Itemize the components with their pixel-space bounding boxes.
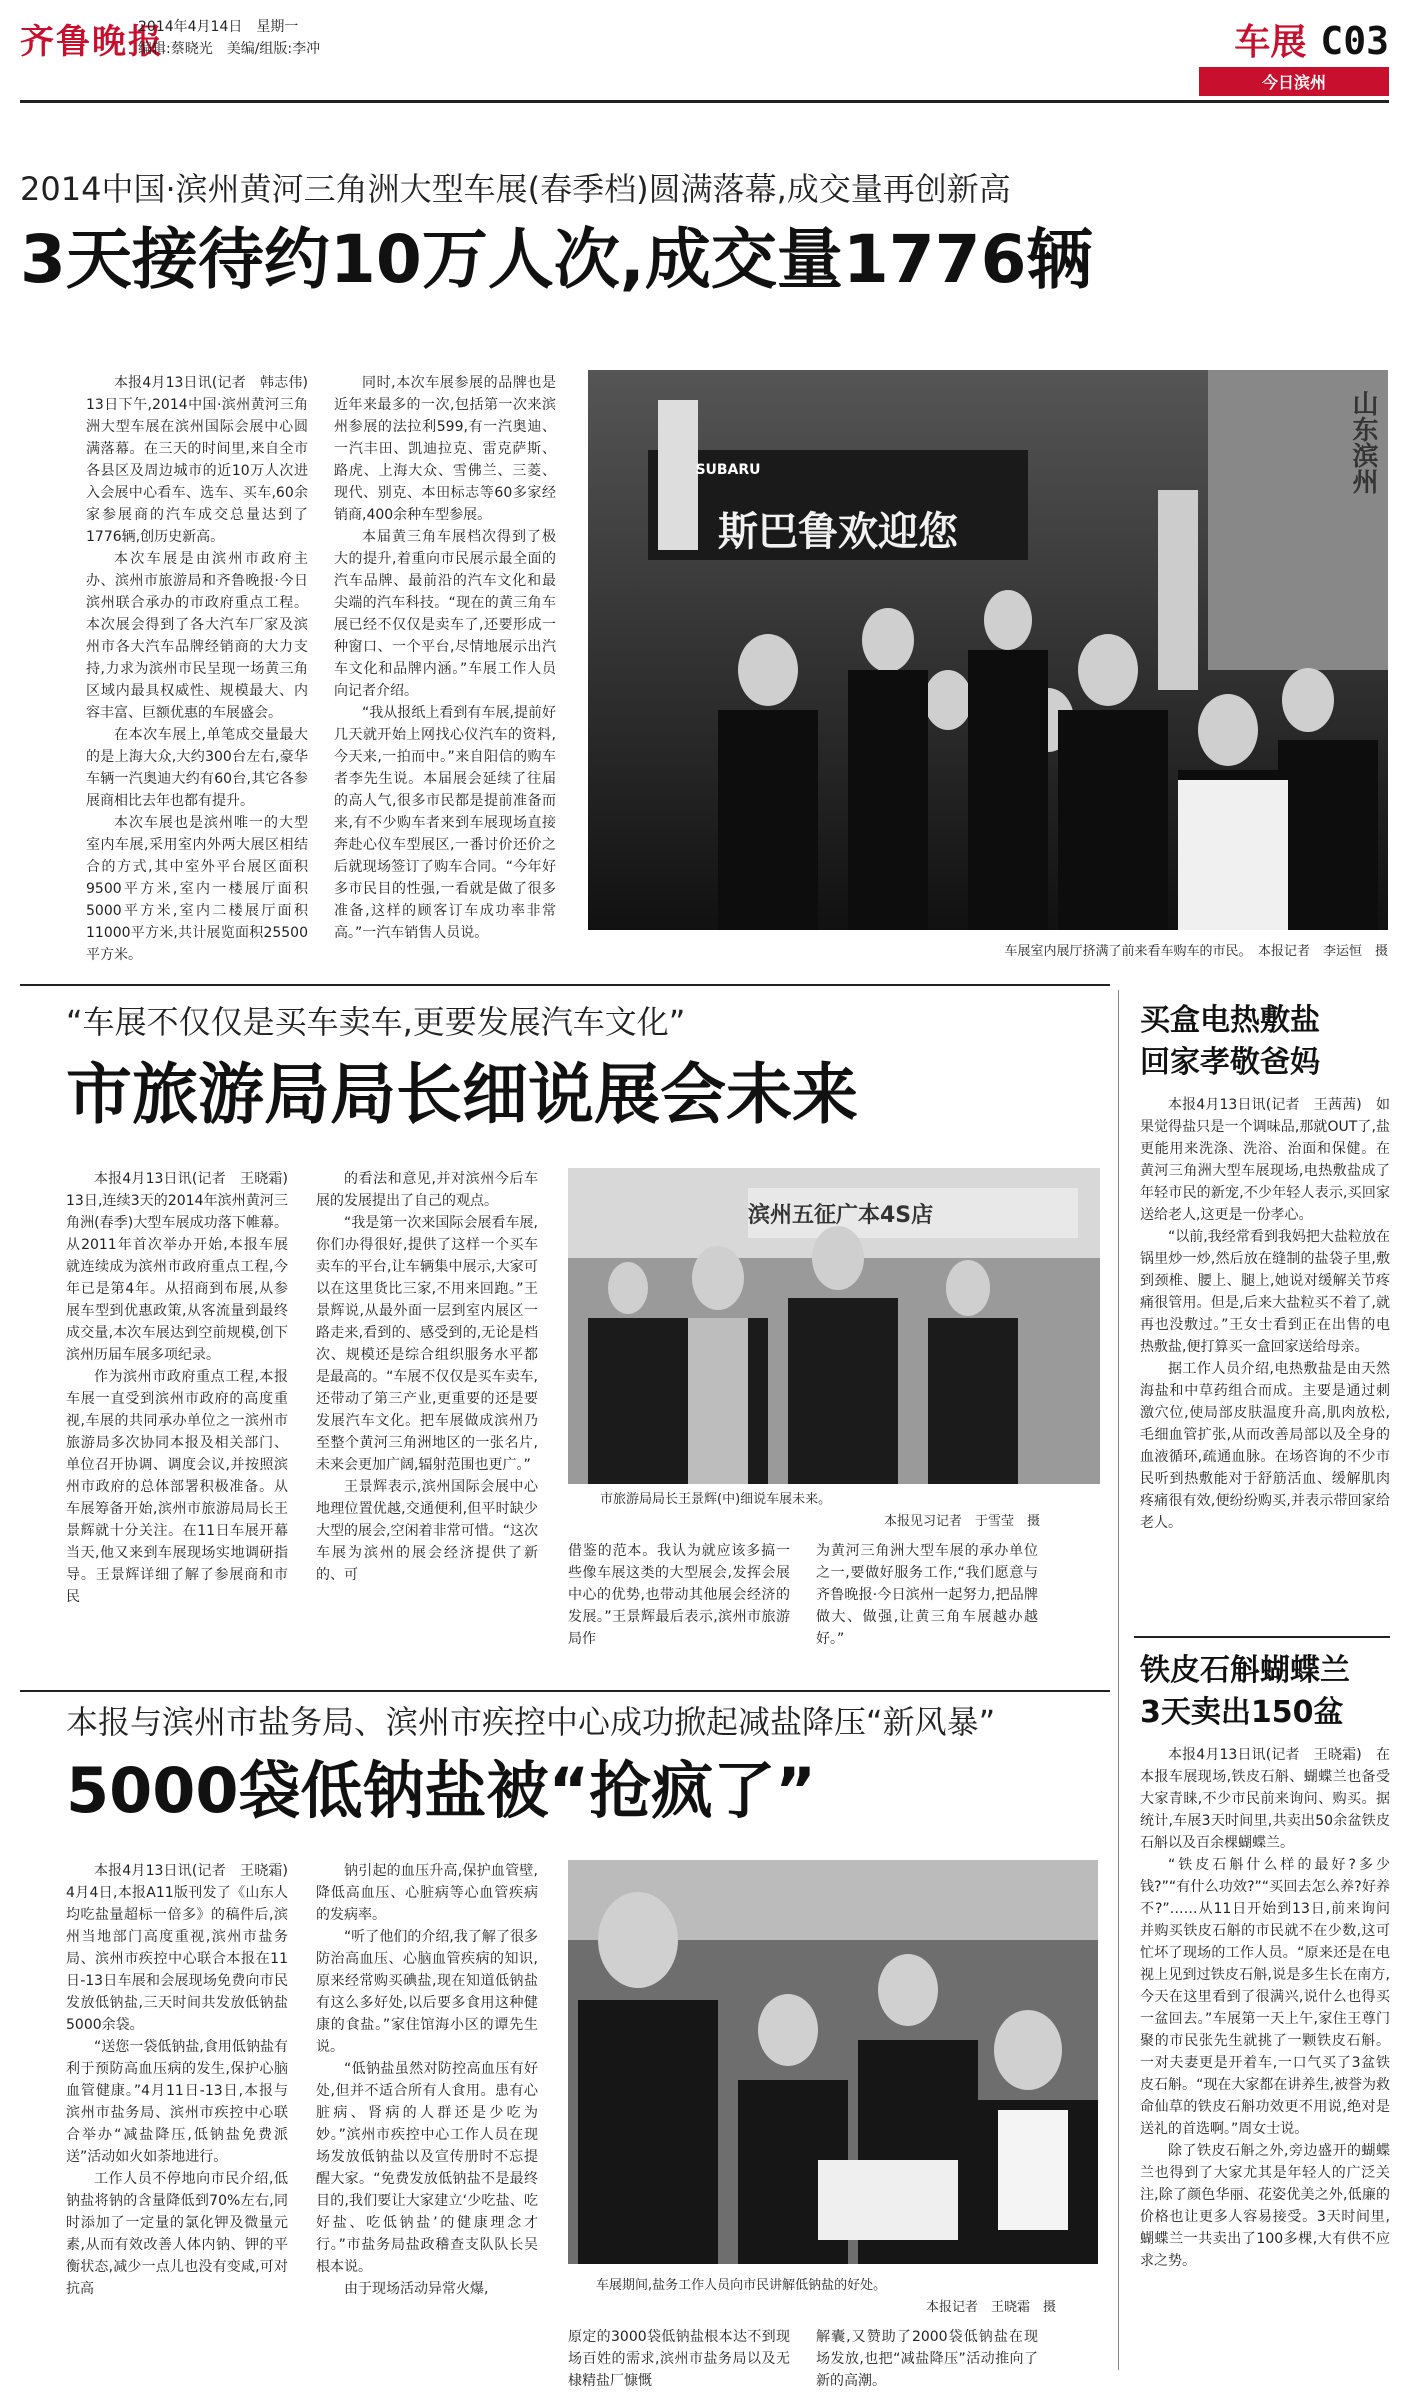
story3-photo-credit: 本报记者 王晓霜 摄 [925, 2300, 1056, 2315]
paragraph: 原定的3000袋低钠盐根本达不到现场百姓的需求,滨州市盐务局以及无棣精盐厂慷慨 [568, 2329, 790, 2389]
photo-sign-shandong: 山东滨州 [1348, 390, 1378, 494]
paragraph: 据工作人员介绍,电热敷盐是由天然海盐和中草药组合而成。主要是通过刺激穴位,使局部皮肤温度升高,肌肉放松,毛细血管扩张,从而改善局部以及全身的血液循环,疏通血脉。在场咨询的不少市民听到热敷能对于舒筋活血、缓解肌肉疼痛很有效,便纷纷购买,并表示带回家给老人。 [1140, 1361, 1390, 1531]
story3-col3 [568, 2326, 790, 2389]
section-divider [20, 1690, 1110, 1692]
story1-caption: 车展室内展厅挤满了前来看车购车的市民。 本报记者 李运恒 摄 [1004, 944, 1388, 959]
side1-title-line: 买盒电热敷盐 [1140, 1003, 1320, 1038]
story3-col1 [66, 1860, 302, 2370]
issue-date: 2014年4月14日 星期一 [138, 19, 299, 35]
side1-title [1140, 1000, 1390, 1084]
story3-photo [568, 1860, 1098, 2264]
paragraph: “听了他们的介绍,我了解了很多防治高血压、心脑血管疾病的知识,原来经常购买碘盐,现在知道低钠盐有这么多好处,以后要多食用这种健康的食盐。”家住馆海小区的谭先生说。 [316, 1929, 538, 2055]
paragraph: 的看法和意见,并对滨州今后车展的发展提出了自己的观点。 [316, 1171, 538, 1209]
paragraph: 本次车展也是滨州唯一的大型室内车展,采用室内外两大展区相结合的方式,其中室外平台展区面积9500平方米,室内一楼展厅面积5000平方米,室内二楼展厅面积11000平方米,共计展览面积25500平方米。 [86, 815, 308, 963]
paragraph: “我是第一次来国际会展看车展,你们办得很好,提供了这样一个买车卖车的平台,让车辆集中展示,大家可以在这里货比三家,不用来回跑。”王景辉说,从最外面一层到室内展区一路走来,看到的、感受到的,无论是档次、规模还是综合组织服务水平都是最高的。“车展不仅仅是买车卖车,还带动了第三产业,更重要的还是要发展汽车文化。把车展做成滨州乃至整个黄河三角洲地区的一张名片,未来会更加广阔,辐射范围也更广。” [316, 1215, 538, 1473]
story2-photo [568, 1168, 1100, 1484]
story2-col2 [316, 1168, 538, 1670]
paragraph: 解囊,又赞助了2000袋低钠盐在现场发放,也把“减盐降压”活动推向了新的高潮。 [816, 2329, 1038, 2389]
story1-col1 [86, 372, 322, 963]
paragraph: “送您一袋低钠盐,食用低钠盐有利于预防高血压病的发生,保护心脑血管健康。”4月11日-13日,本报与滨州市盐务局、滨州市疾控中心联合举办“减盐降压,低钠盐免费派送”活动如火如荼地进行。 [66, 2039, 288, 2165]
paragraph: 借鉴的范本。我认为就应该多搞一些像车展这类的大型展会,发挥会展中心的优势,也带动其他展会经济的发展。”王景辉最后表示,滨州市旅游局作 [568, 1543, 790, 1647]
paragraph: 由于现场活动异常火爆, [344, 2281, 489, 2297]
paragraph: 本届黄三角车展档次得到了极大的提升,着重向市民展示最全面的汽车品牌、最前沿的汽车文化和最尖端的汽车科技。“现在的黄三角车展已经不仅仅是卖车了,还要形成一种窗口、一个平台,尽情地展示出汽车文化和品牌内涵。”车展工作人员向记者介绍。 [334, 529, 556, 699]
issue-meta [138, 16, 320, 60]
newspaper-logo: 齐鲁晚报 [20, 22, 164, 62]
section-divider [20, 984, 1110, 986]
side2-title [1140, 1650, 1390, 1734]
crowd-photo-illustration [588, 370, 1388, 930]
paragraph: 本报4月13日讯(记者 王晓霜) 4月4日,本报A11版刊发了《山东人均吃盐量超标一倍多》的稿件后,滨州当地部门高度重视,滨州市盐务局、滨州市疾控中心联合本报在11日-13日车展和会展现场免费向市民发放低钠盐,三天时间共发放低钠盐5000余袋。 [66, 1863, 302, 2033]
story1-photo [588, 370, 1388, 930]
side1-body [1140, 1094, 1390, 1624]
side2-title-line: 铁皮石斛蝴蝶兰 [1140, 1653, 1350, 1688]
story1-col2 [334, 372, 556, 960]
paragraph: 工作人员不停地向市民介绍,低钠盐将钠的含量降低到70%左右,同时添加了一定量的氯化钾及微量元素,从而有效改善人体内钠、钾的平衡状态,减少一点儿也没有变咸,可对抗高 [66, 2171, 288, 2297]
photo-banner: 斯巴鲁欢迎您 [718, 509, 958, 555]
story1-headline: 3天接待约10万人次,成交量1776辆 [20, 221, 1093, 298]
sidebar-divider [1118, 990, 1119, 2370]
story2-col4 [816, 1540, 1038, 1672]
paragraph: 本报4月13日讯(记者 韩志伟) 13日下午,2014中国·滨州黄河三角洲大型车展在滨州国际会展中心圆满落幕。在三天的时间里,来自全市各县区及周边城市的近10万人次进入会展中心看车、选车、买车,60余家参展商的汽车成交总量达到了1776辆,创历史新高。 [86, 375, 322, 545]
story2-kicker: “车展不仅仅是买车卖车,更要发展汽车文化” [66, 1003, 686, 1041]
paragraph: “铁皮石斛什么样的最好?多少钱?”“有什么功效?”“买回去怎么养?好养不?”……从11日开始到13日,前来询问并购买铁皮石斛的市民就不在少数,这可忙坏了现场的工作人员。“原来还是在电视上见到过铁皮石斛,说是多生长在南方,今天在这里看到了很满兴,说什么也得买一盆回去。”车展第一天上午,家住王尊门聚的市民张先生就挑了一颗铁皮石斛。一对夫妻更是开着车,一口气买了3盆铁皮石斛。“现在大家都在讲养生,被誉为救命仙草的铁皮石斛功效更不用说,绝对是送礼的首选啊。”周女士说。 [1140, 1857, 1390, 2137]
paragraph: 王景辉表示,滨州国际会展中心地理位置优越,交通便利,但平时缺少大型的展会,空闲着非常可惜。“这次车展为滨州的展会经济提供了新的、可 [316, 1479, 538, 1583]
side2-body [1140, 1744, 1390, 2374]
story2-headline: 市旅游局局长细说展会未来 [66, 1056, 858, 1133]
sidebar-rule [1134, 1636, 1390, 1638]
side2-title-line: 3天卖出150盆 [1140, 1695, 1344, 1730]
story1-kicker: 2014中国·滨州黄河三角洲大型车展(春季档)圆满落幕,成交量再创新高 [20, 170, 1011, 208]
section-region: 今日滨州 [1199, 67, 1389, 96]
story2-caption: 市旅游局局长王景辉(中)细说车展未来。 [600, 1492, 832, 1507]
story2-photo-credit: 本报见习记者 于雪莹 摄 [883, 1514, 1040, 1529]
section-name: 车展 [1234, 22, 1307, 63]
paragraph: 本报4月13日讯(记者 王晓霜) 在本报车展现场,铁皮石斛、蝴蝶兰也备受大家青睐,不少市民前来询问、购买。据统计,车展3天时间里,共卖出50余盆铁皮石斛以及百余棵蝴蝶兰。 [1140, 1747, 1390, 1851]
story2-col1 [66, 1168, 302, 1670]
side1-title-line: 回家孝敬爸妈 [1140, 1045, 1320, 1080]
editor-credits: 编辑:蔡晓光 美编/组版:李冲 [138, 41, 321, 57]
paragraph: “以前,我经常看到我妈把大盐粒放在锅里炒一炒,然后放在缝制的盐袋子里,敷到颈椎、腰上、腿上,她说对缓解关节疼痛很管用。但是,后来大盐粒买不着了,就再也没敷过。”王女士看到正在出售的电热敷盐,便打算买一盒回家送给母亲。 [1140, 1229, 1390, 1355]
salt-stall-photo-illustration [568, 1860, 1098, 2264]
photo-store-sign: 滨州五征广本4S店 [748, 1203, 934, 1228]
paragraph: 本报4月13日讯(记者 王茜茜) 如果觉得盐只是一个调味品,那就OUT了,盐更能用来洗涤、洗浴、治面和保健。在黄河三角洲大型车展现场,电热敷盐成了年轻市民的新宠,不少年轻人表示,买回家送给老人,这更是一份孝心。 [1140, 1097, 1390, 1223]
paragraph: 同时,本次车展参展的品牌也是近年来最多的一次,包括第一次来滨州参展的法拉利599,有一汽奥迪、一汽丰田、凯迪拉克、雷克萨斯、路虎、上海大众、雪佛兰、三菱、现代、别克、本田标志等60多家经销商,400余种车型参展。 [334, 375, 556, 523]
story3-col2 [316, 1860, 538, 2370]
story3-caption: 车展期间,盐务工作人员向市民讲解低钠盐的好处。 [596, 2278, 887, 2293]
paragraph: 在本次车展上,单笔成交量最大的是上海大众,大约300台左右,豪华车辆一汽奥迪大约有60台,其它各参展商相比去年也都有提升。 [86, 727, 308, 809]
paragraph: 钠引起的血压升高,保护血管壁,降低高血压、心脏病等心血管疾病的发病率。 [316, 1863, 538, 1923]
story3-kicker: 本报与滨州市盐务局、滨州市疾控中心成功掀起减盐降压“新风暴” [66, 1703, 996, 1741]
story2-col3 [568, 1540, 790, 1672]
paragraph: 作为滨州市政府重点工程,本报车展一直受到滨州市政府的高度重视,车展的共同承办单位之一滨州市旅游局多次协同本报及相关部门、单位召开协调、调度会议,并按照滨州市政府的总体部署积极准备。从车展筹备开始,滨州市旅游局局长王景辉就十分关注。在11日车展开幕当天,他又来到车展现场实地调研指导。王景辉详细了解了参展商和市民 [66, 1369, 288, 1605]
paragraph: 为黄河三角洲大型车展的承办单位之一,要做好服务工作,“我们愿意与齐鲁晚报·今日滨州一起努力,把品牌做大、做强,让黄三角车展越办越好。” [816, 1543, 1038, 1647]
story3-col4 [816, 2326, 1038, 2389]
paragraph: “低钠盐虽然对防控高血压有好处,但并不适合所有人食用。患有心脏病、肾病的人群还是少吃为妙。”滨州市疾控中心工作人员在现场发放低钠盐以及宣传册时不忘提醒大家。“免费发放低钠盐不是最终目的,我们要让大家建立‘少吃盐、吃好盐、吃低钠盐’的健康理念才行。”市盐务局盐政稽查支队队长吴根本说。 [316, 2061, 538, 2275]
section-header [1199, 14, 1389, 90]
story3-headline: 5000袋低钠盐被“抢疯了” [66, 1754, 817, 1827]
photo-sign-subaru: SUBARU [695, 462, 761, 478]
paragraph: 除了铁皮石斛之外,旁边盛开的蝴蝶兰也得到了大家尤其是年轻人的广泛关注,除了颜色华丽、花姿优美之外,低廉的价格也让更多人容易接受。3天时间里,蝴蝶兰一共卖出了100多棵,大有供不应求之势。 [1140, 2143, 1390, 2269]
header-rule [20, 100, 1389, 103]
paragraph: 本报4月13日讯(记者 王晓霜) 13日,连续3天的2014年滨州黄河三角洲(春季)大型车展成功落下帷幕。从2011年首次举办开始,本报车展就连续成为滨州市政府重点工程,今年已是第4年。从招商到布展,从参展车型到优惠政策,从客流量到最终成交量,本次车展达到空前规模,创下滨州历届车展多项纪录。 [66, 1171, 302, 1363]
paragraph: 本次车展是由滨州市政府主办、滨州市旅游局和齐鲁晚报·今日滨州联合承办的市政府重点工程。本次展会得到了各大汽车厂家及滨州市各大汽车品牌经销商的大力支持,力求为滨州市民呈现一场黄三角区域内最具权威性、规模最大、内容丰富、巨额优惠的车展盛会。 [86, 551, 308, 721]
page-number: C03 [1320, 19, 1389, 63]
paragraph: “我从报纸上看到有车展,提前好几天就开始上网找心仪汽车的资料,今天来,一拍而中。”来自阳信的购车者李先生说。本届展会延续了往届的高人气,很多市民都是提前准备而来,有不少购车者来到车展现场直接奔赴心仪车型展区,一番讨价还价之后就现场签订了购车合同。“今年好多市民目的性强,一看就是做了很多准备,这样的顾客订车成功率非常高。”一汽车销售人员说。 [334, 705, 556, 941]
